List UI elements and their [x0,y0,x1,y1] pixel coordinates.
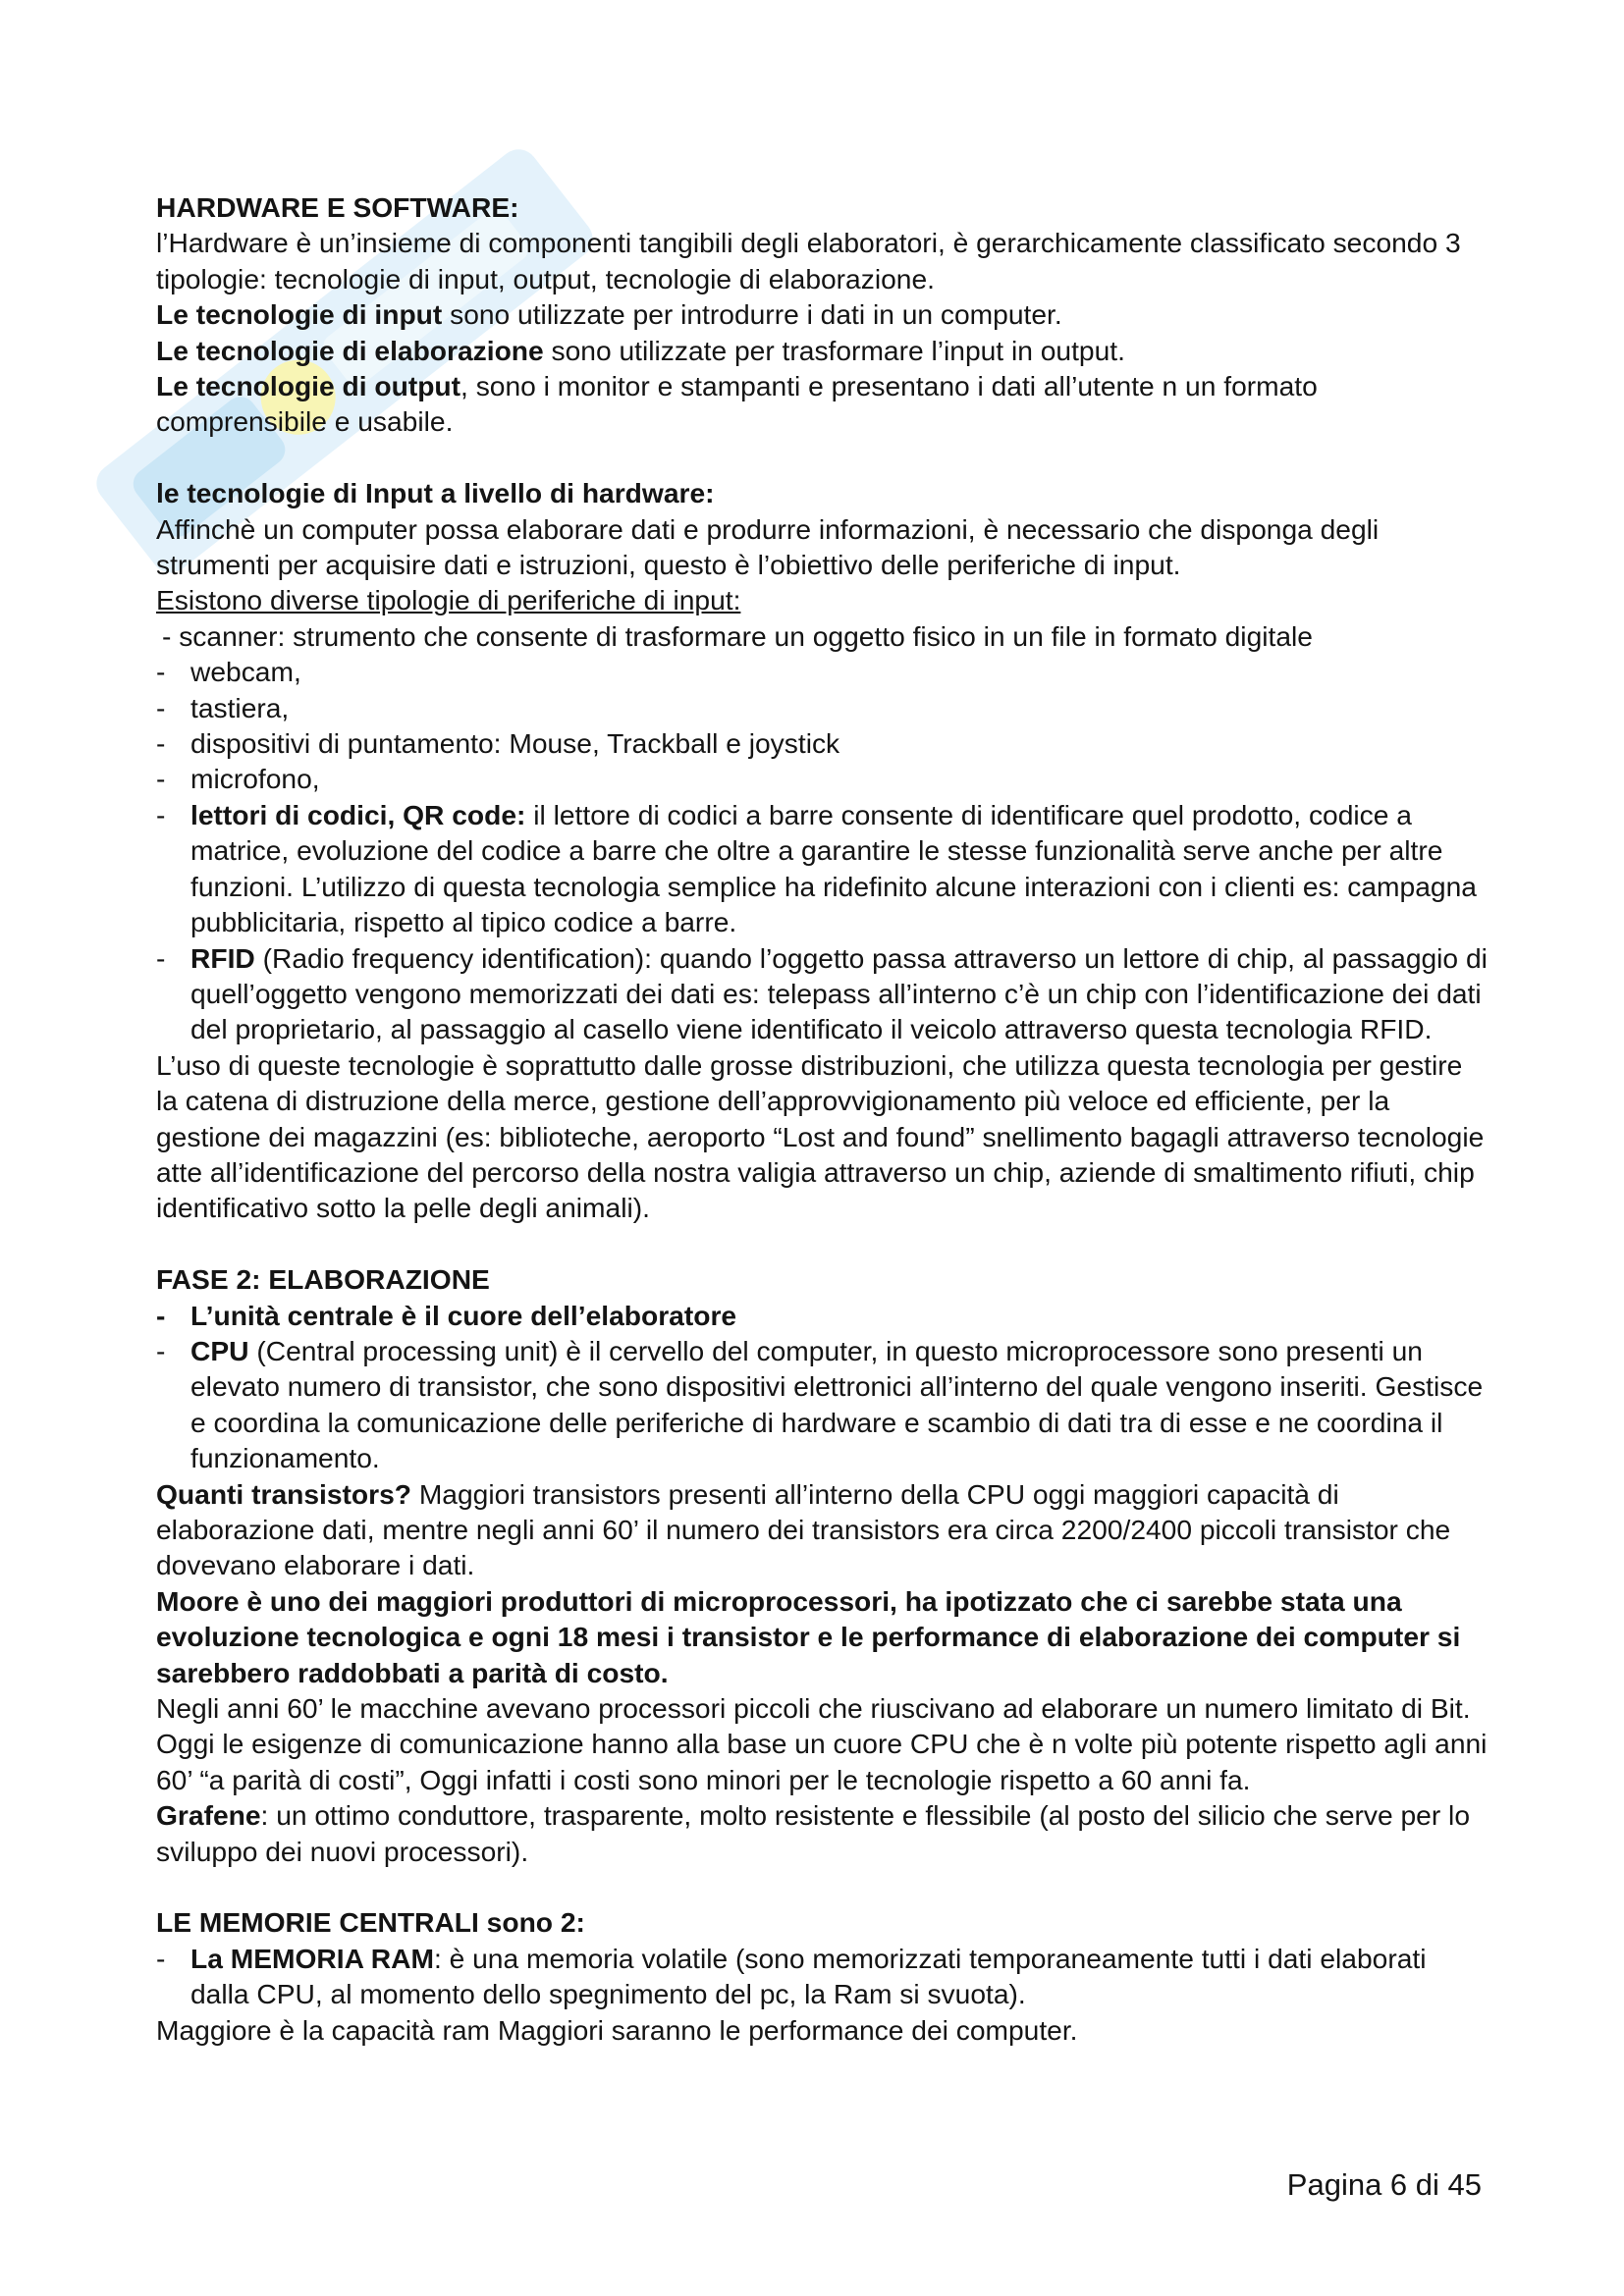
list-item: - lettori di codici, QR code: il lettore di codici a barre consente di identificare quel prodotto, codice a matrice, evoluzione del codice a barre che oltre a garantire le stesse funzionalità serve anche per altre funzioni. L’utilizzo di questa tecnologia semplice ha ridefinito alcune interazioni con i clienti es: campagna pubblicitaria, rispetto al tipico codice a barre. [156,797,1491,940]
input-devices-list [156,654,1491,1046]
list-item: - CPU (Central processing unit) è il cervello del computer, in questo microprocessore sono presenti un elevato numero di transistor, che sono dispositivi elettronici all’interno del quale vengono inseriti. Gestisce e coordina la comunicazione delle periferiche di hardware e scambio di dati tra di esse e ne coordina il funzionamento. [156,1333,1491,1476]
paragraph: Le tecnologie di output, sono i monitor e stampanti e presentano i dati all’utente n un formato comprensibile e usabile. [156,370,1318,438]
list-item: - dispositivi di puntamento: Mouse, Trackball e joystick [156,725,1491,761]
paragraph: Negli anni 60’ le macchine avevano processori piccoli che riuscivano ad elaborare un numero limitato di Bit. [156,1692,1471,1725]
page-number: Pagina 6 di 45 [1286,2167,1482,2202]
page-content [156,189,1491,2048]
paragraph: Le tecnologie di elaborazione sono utilizzate per trasformare l’input in output. [156,334,1125,366]
section-title-hardware: HARDWARE E SOFTWARE: [156,191,519,223]
memorie-list [156,1941,1491,2012]
paragraph: Oggi le esigenze di comunicazione hanno alla base un cuore CPU che è n volte più potente rispetto agli anni 60’ “a parità di costi”, Oggi infatti i costi sono minori per le tecnologie rispetto a 60 anni fa. [156,1728,1488,1795]
paragraph: L’uso di queste tecnologie è soprattutto dalle grosse distribuzioni, che utilizza questa tecnologia per gestire la catena di distruzione della merce, gestione dell’approvvigionamento più veloce ed efficiente, per la gestione dei magazzini (es: biblioteche, aeroporto “Lost and found” snellimento bagagli attraverso tecnologie atte all’identificazione del percorso della nostra valigia attraverso un chip, aziende di smaltimento rifiuti, chip identificativo sotto la pelle degli animali). [156,1048,1485,1224]
paragraph: Quanti transistors? Maggiori transistors presenti all’interno della CPU oggi maggiori capacità di elaborazione dati, mentre negli anni 60’ il numero dei transistors era circa 2200/2400 piccoli transistor che dovevano elaborare i dati. [156,1477,1451,1581]
underlined-subheading: Esistono diverse tipologie di periferiche di input: [156,584,741,616]
section-title-elaborazione: FASE 2: ELABORAZIONE [156,1263,490,1296]
elaborazione-list [156,1298,1491,1476]
paragraph: Grafene: un ottimo conduttore, trasparente, molto resistente e flessibile (al posto del silicio che serve per lo sviluppo dei nuovi processori). [156,1799,1471,1867]
list-item: - microfono, [156,761,1491,796]
list-item: - tastiera, [156,690,1491,725]
section-title-input: le tecnologie di Input a livello di hardware: [156,477,715,509]
paragraph: Affinchè un computer possa elaborare dati e produrre informazioni, è necessario che disponga degli strumenti per acquisire dati e istruzioni, questo è l’obiettivo delle periferiche di input. [156,512,1380,581]
list-item: - La MEMORIA RAM: è una memoria volatile (sono memorizzati temporaneamente tutti i dati elaborati dalla CPU, al momento dello spegnimento del pc, la Ram si svuota). [156,1941,1491,2012]
paragraph-moore: Moore è uno dei maggiori produttori di microprocessori, ha ipotizzato che ci sarebbe stata una evoluzione tecnologica e ogni 18 mesi i transistor e le performance di elaborazione dei computer si sarebbero raddobbati a parità di costo. [156,1584,1461,1688]
list-item-scanner: - scanner: strumento che consente di trasformare un oggetto fisico in un file in formato digitale [162,619,1313,652]
paragraph: l’Hardware è un’insieme di componenti tangibili degli elaboratori, è gerarchicamente classificato secondo 3 tipologie: tecnologie di input, output, tecnologie di elaborazione. [156,227,1461,294]
paragraph: Le tecnologie di input sono utilizzate per introdurre i dati in un computer. [156,298,1062,331]
list-item: - RFID (Radio frequency identification): quando l’oggetto passa attraverso un lettore di chip, al passaggio di quell’oggetto vengono memorizzati dei dati es: telepass all’interno c’è un chip con l’identificazione dei dati del proprietario, al passaggio al casello viene identificato il veicolo attraverso questa tecnologia RFID. [156,940,1491,1047]
list-item: - webcam, [156,654,1491,689]
list-item: - L’unità centrale è il cuore dell’elaboratore [156,1298,1491,1333]
section-title-memorie: LE MEMORIE CENTRALI sono 2: [156,1906,585,1939]
paragraph: Maggiore è la capacità ram Maggiori saranno le performance dei computer. [156,2013,1078,2046]
